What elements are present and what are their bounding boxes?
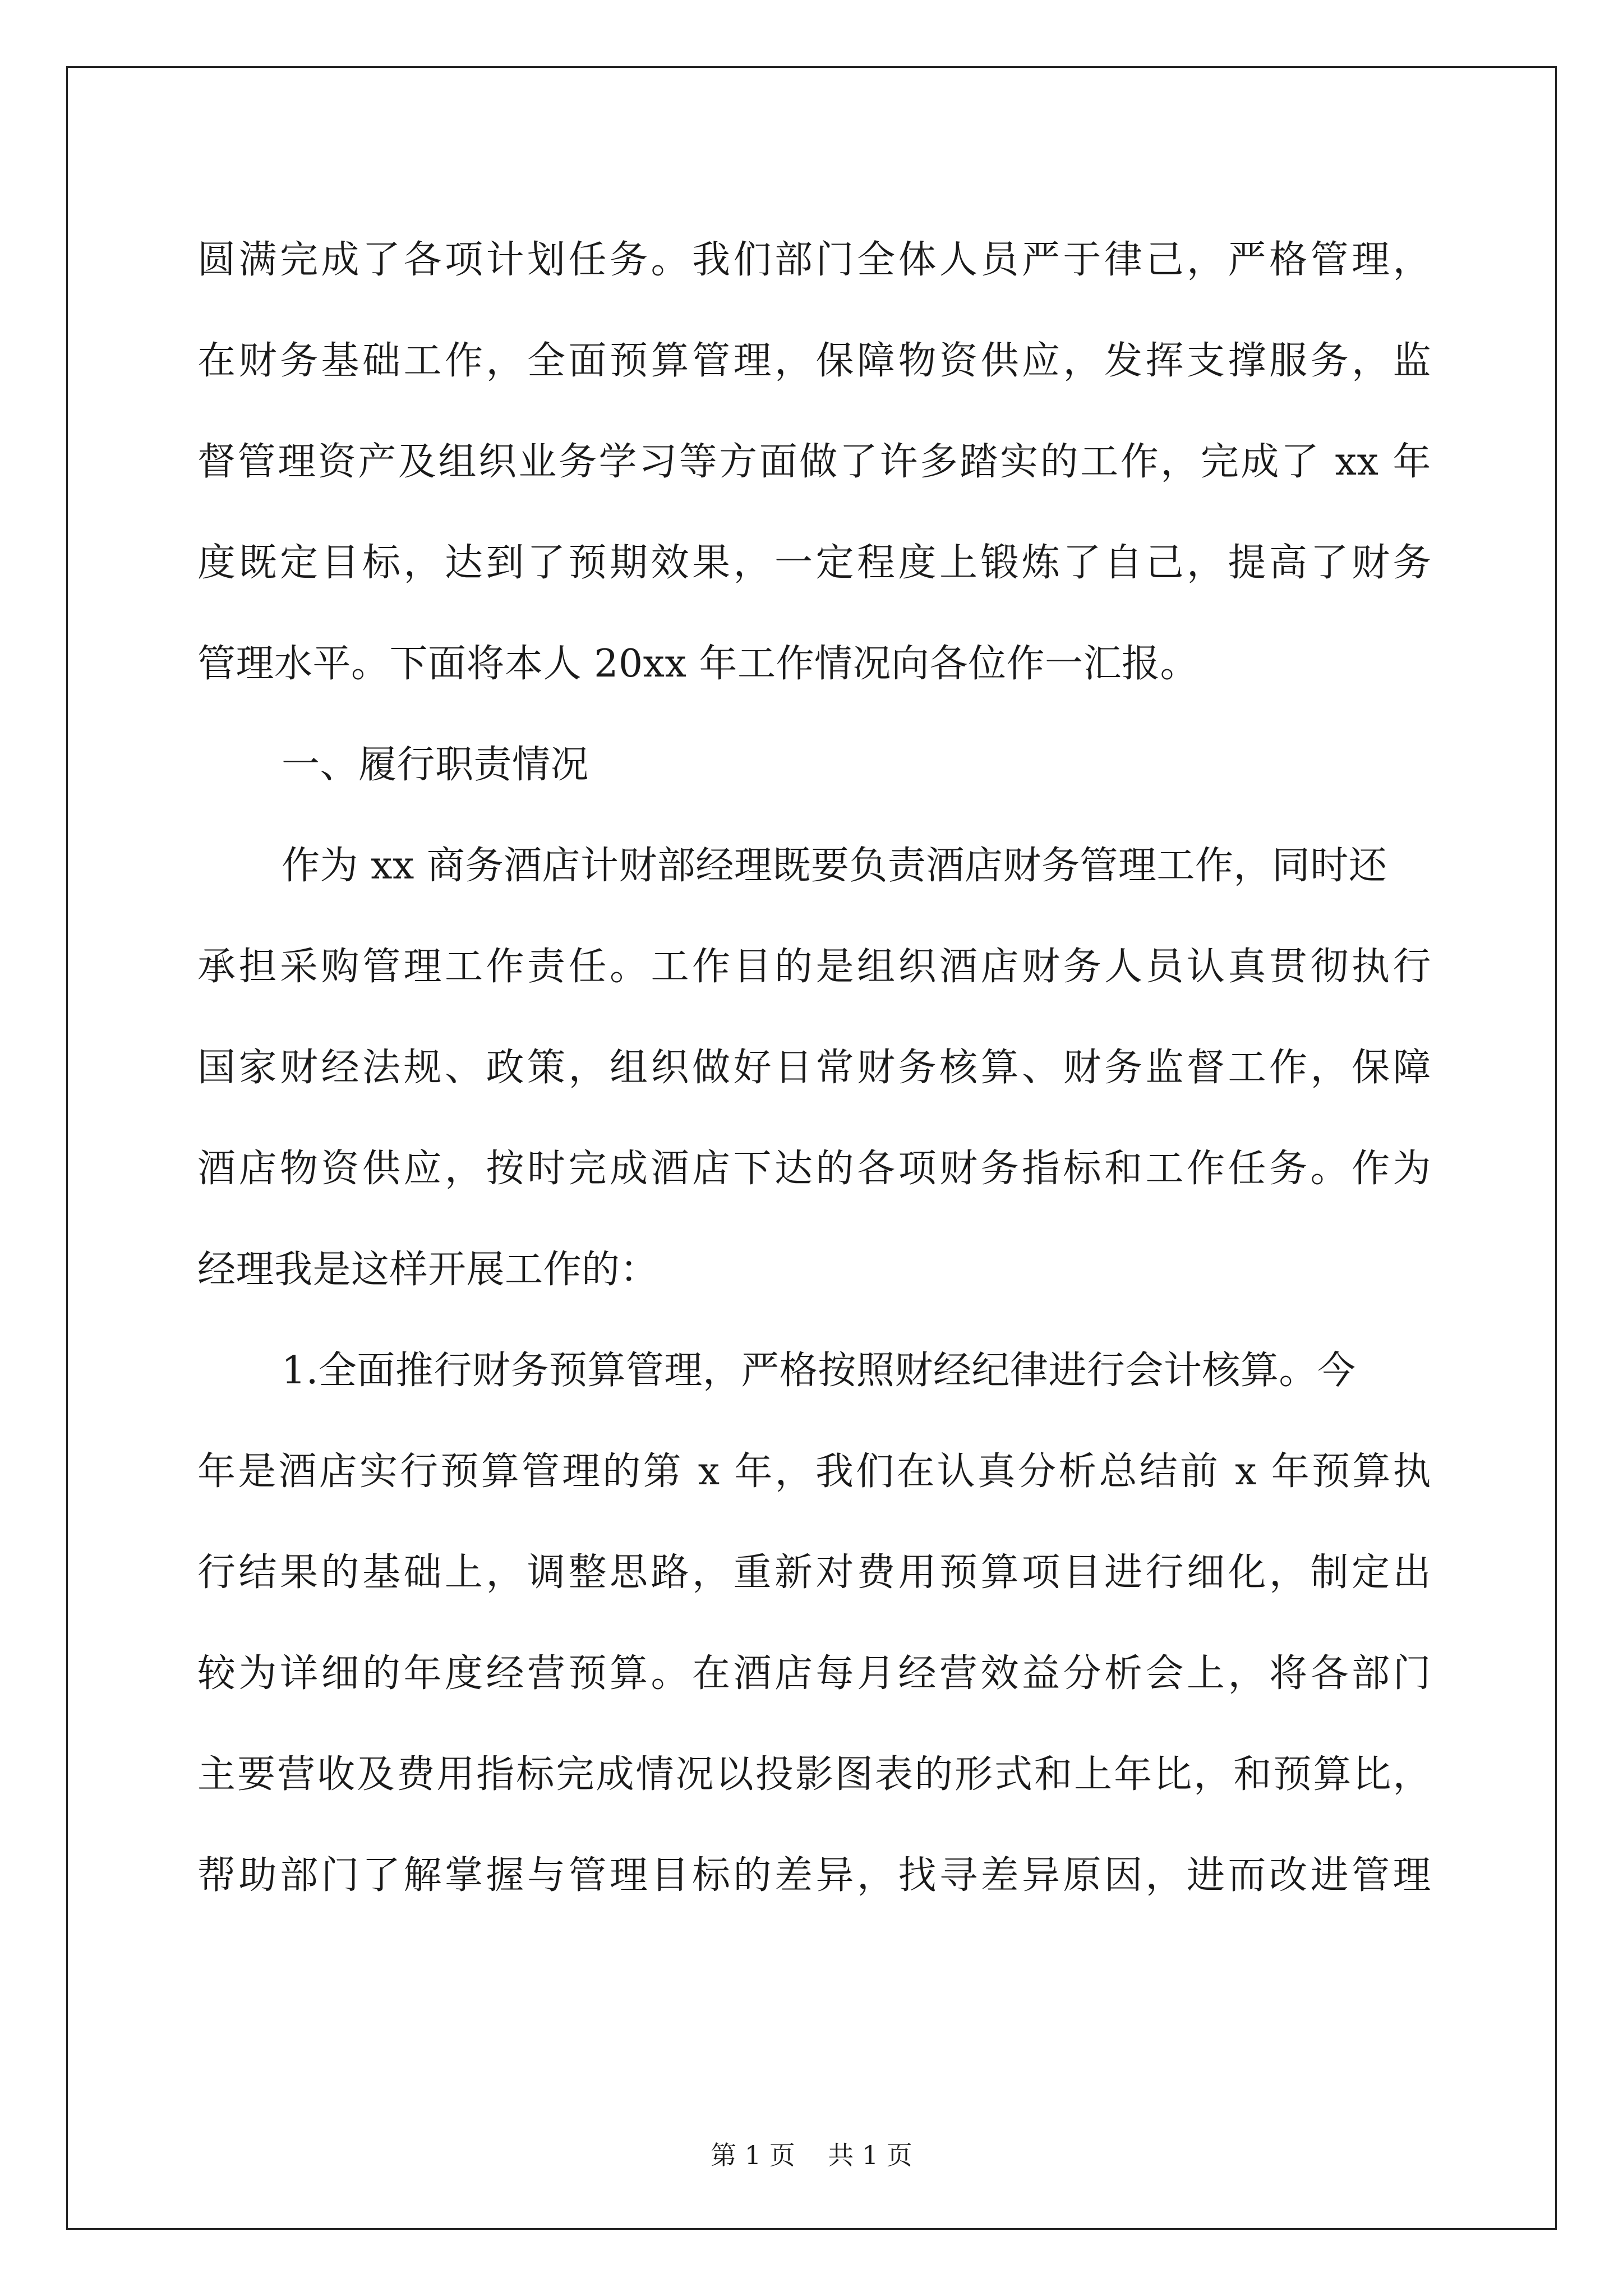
paragraph-line: 较为详细的年度经营预算。在酒店每月经营效益分析会上，将各部门 [197,1651,1431,1696]
paragraph-line: 承担采购管理工作责任。工作目的是组织酒店财务人员认真贯彻执行 [197,945,1431,989]
section-heading: 一、履行职责情况 [282,743,589,787]
document-body [197,210,1431,1926]
paragraph-line: 督管理资产及组织业务学习等方面做了许多踏实的工作，完成了 xx 年 [197,440,1431,484]
paragraph-line: 经理我是这样开展工作的： [197,1248,659,1292]
paragraph-line: 1.全面推行财务预算管理，严格按照财经纪律进行会计核算。今 [282,1349,1356,1393]
paragraph-line: 酒店物资供应，按时完成酒店下达的各项财务指标和工作任务。作为 [197,1147,1431,1191]
paragraph-line: 管理水平。下面将本人 20xx 年工作情况向各位作一汇报。 [197,642,1198,686]
paragraph-line: 帮助部门了解掌握与管理目标的差异，找寻差异原因，进而改进管理 [197,1853,1431,1898]
paragraph-line: 度既定目标，达到了预期效果，一定程度上锻炼了自己，提高了财务 [197,541,1431,585]
paragraph-line: 在财务基础工作，全面预算管理，保障物资供应，发挥支撑服务，监 [197,339,1431,383]
paragraph-line: 作为 xx 商务酒店计财部经理既要负责酒店财务管理工作，同时还 [282,844,1387,888]
paragraph-line: 年是酒店实行预算管理的第 x 年，我们在认真分析总结前 x 年预算执 [197,1450,1431,1494]
paragraph-line: 国家财经法规、政策，组织做好日常财务核算、财务监督工作，保障 [197,1046,1431,1090]
page-footer: 第 1 页 共 1 页 [711,2140,912,2170]
paragraph-line: 行结果的基础上，调整思路，重新对费用预算项目进行细化，制定出 [197,1550,1431,1595]
paragraph-line: 圆满完成了各项计划任务。我们部门全体人员严于律己，严格管理， [197,238,1431,282]
paragraph-line: 主要营收及费用指标完成情况以投影图表的形式和上年比，和预算比， [197,1752,1431,1797]
